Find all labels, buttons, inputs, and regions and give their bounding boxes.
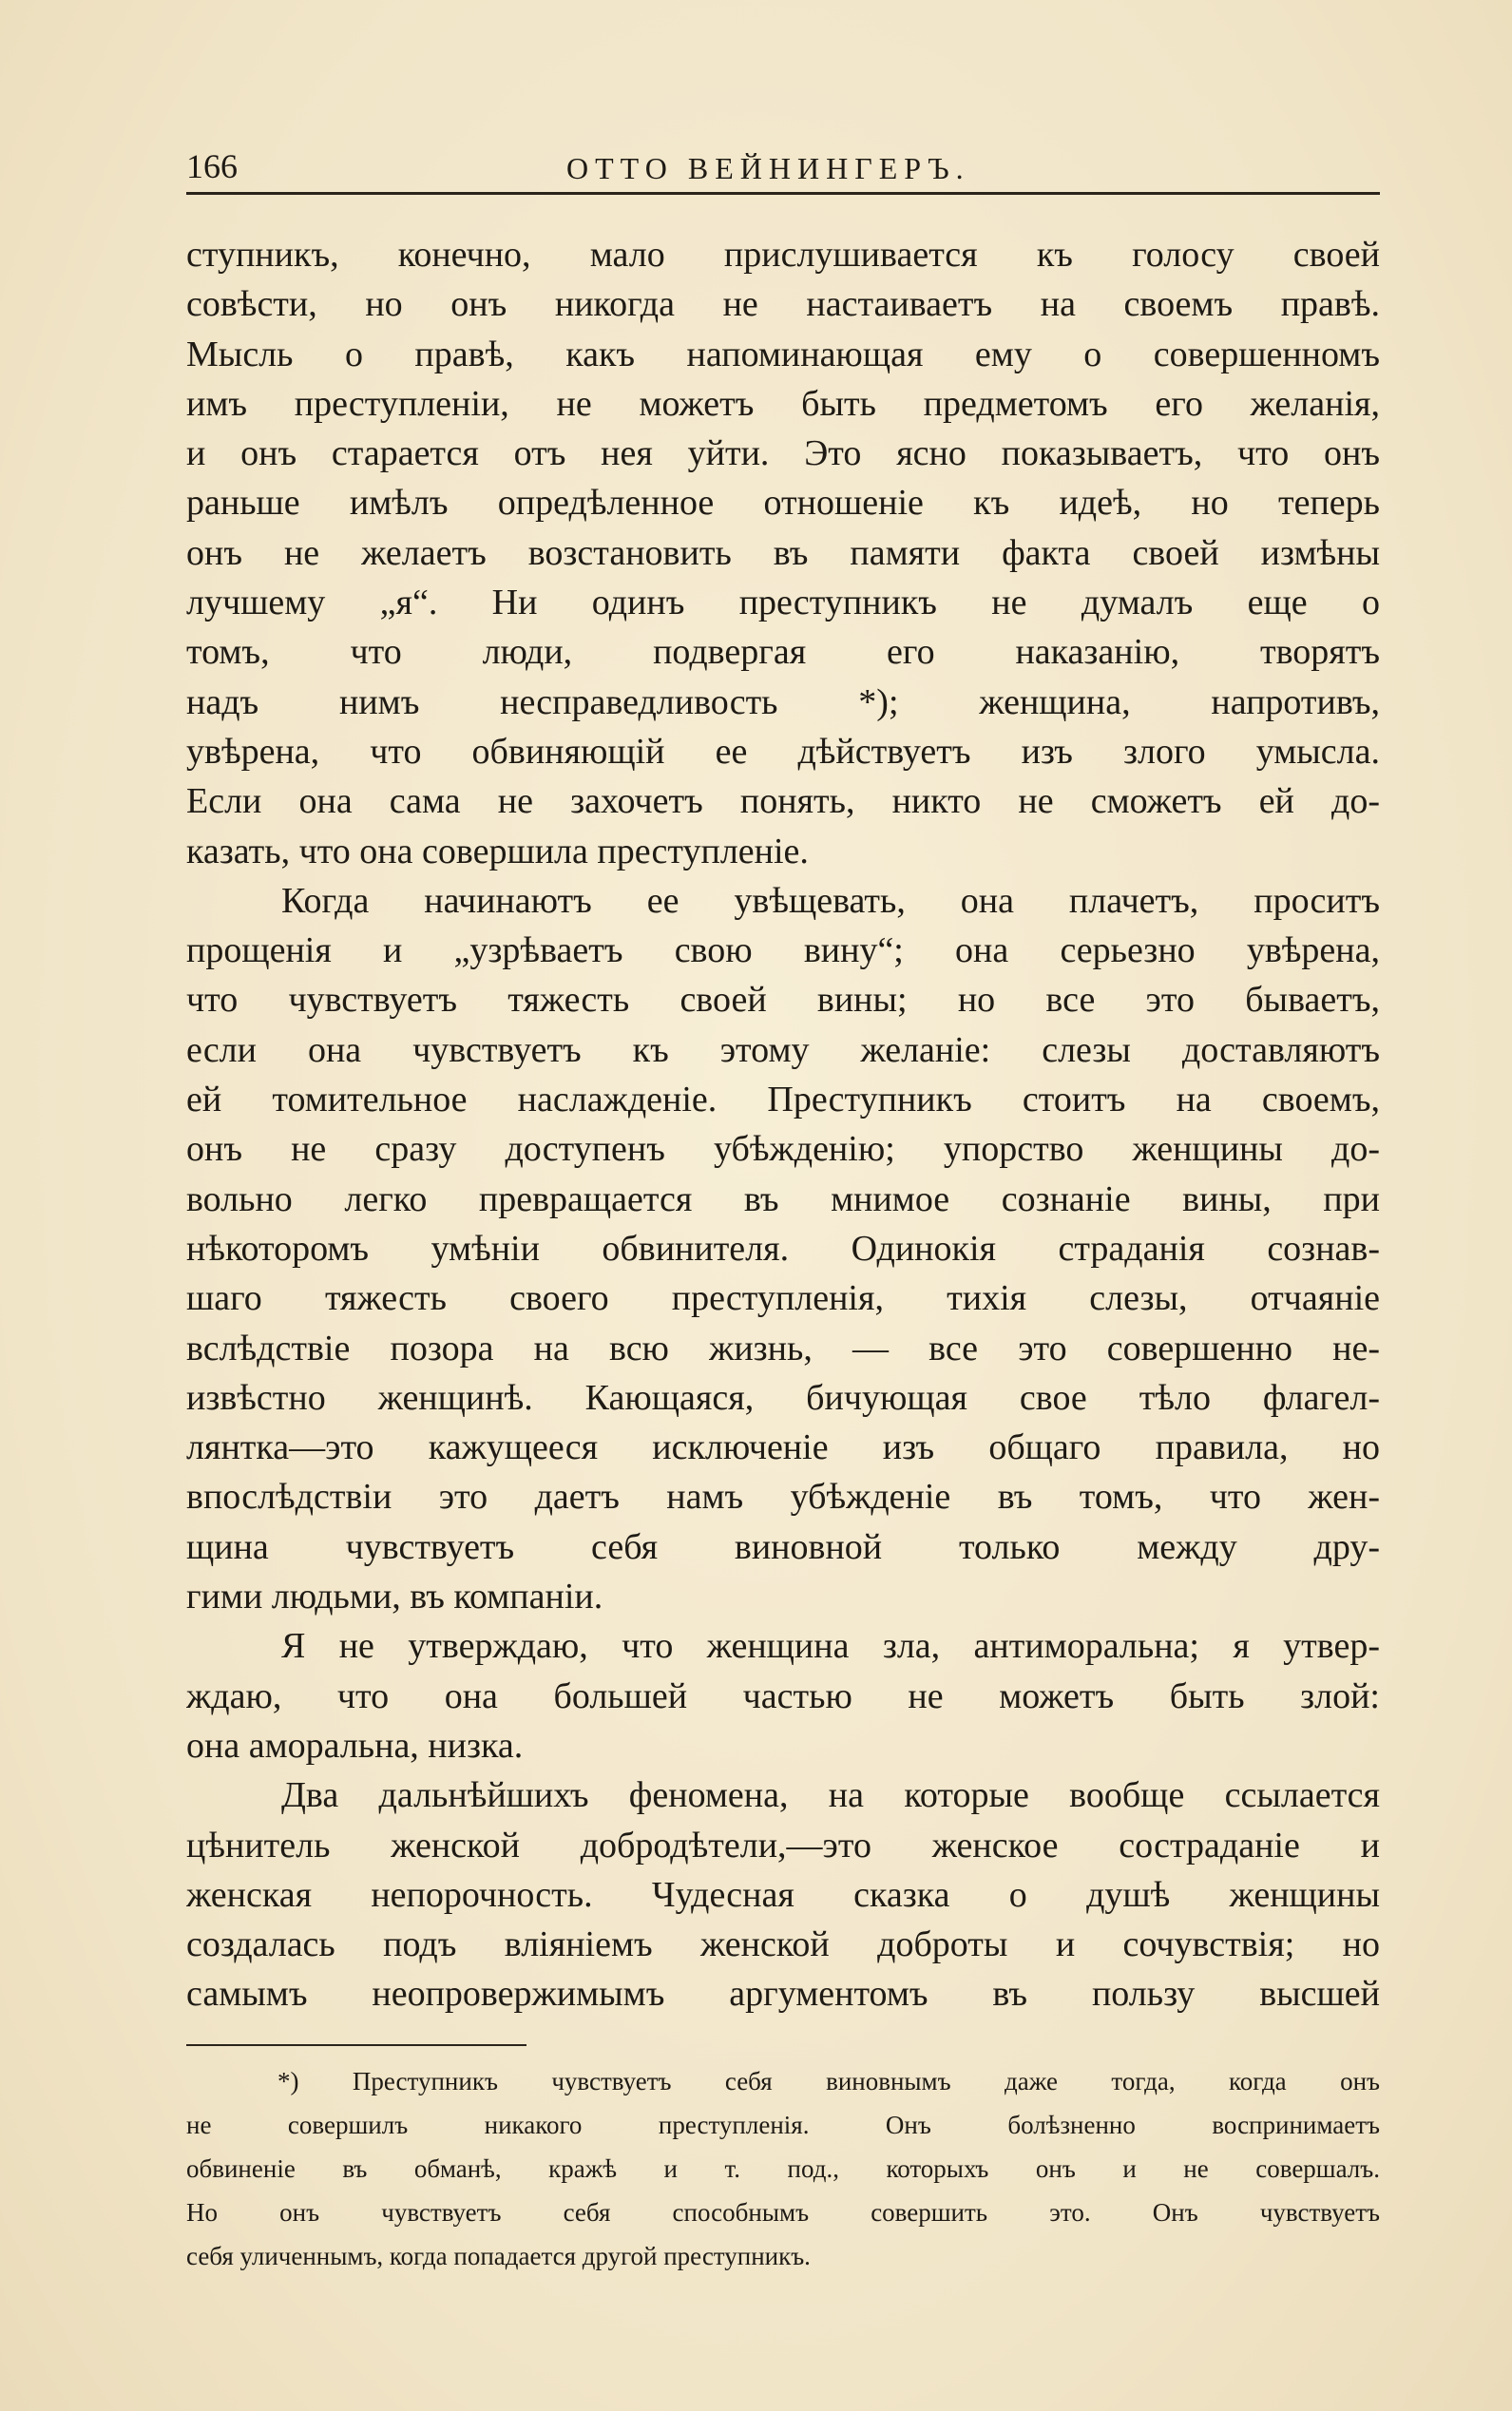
text-line: Если она сама не захочетъ понять, никто не сможетъ ей до- [186, 781, 1380, 822]
text-line: раньше имѣлъ опредѣленное отношенiе къ идеѣ, но теперь [186, 483, 1380, 524]
text-line: надъ нимъ несправедливость *); женщина, напротивъ, [186, 681, 1380, 722]
text-line: онъ не желаетъ возстановить въ памяти факта своей измѣны [186, 532, 1380, 573]
text-line: шаго тяжесть своего преступленiя, тихiя слезы, отчаянiе [186, 1278, 1380, 1319]
footnote-line: обвиненiе въ обманѣ, кражѣ и т. под., которыхъ онъ и не совершалъ. [186, 2154, 1380, 2183]
text-line: если она чувствуетъ къ этому желанiе: слезы доставляютъ [186, 1029, 1380, 1070]
footnote-line: *) Преступникъ чувствуетъ себя виновнымъ даже тогда, когда онъ [278, 2067, 1380, 2095]
text-line: ей томительное наслажденiе. Преступникъ стоитъ на своемъ, [186, 1080, 1380, 1120]
text-line: прощенiя и „узрѣваетъ свою вину“; она серьезно увѣрена, [186, 930, 1380, 971]
page-header [186, 143, 1380, 196]
text-line: щина чувствуетъ себя виновной только между дру- [186, 1526, 1380, 1567]
footnote-line: себя уличеннымъ, когда попадается другой преступникъ. [186, 2242, 811, 2270]
footnotes [186, 2059, 1380, 2278]
running-title: ОТТО ВЕЙНИНГЕРЪ. [566, 151, 970, 185]
text-line: казать, что она совершила преступленiе. [186, 831, 809, 871]
text-line: вслѣдствiе позора на всю жизнь, — все это совершенно не- [186, 1328, 1380, 1368]
text-line: Два дальнѣйшихъ феномена, на которые вообще ссылается [281, 1775, 1380, 1816]
text-line: нѣкоторомъ умѣнiи обвинителя. Одинокiя страданiя сознав- [186, 1228, 1380, 1269]
footnote-line: не совершилъ никакого преступленiя. Онъ болѣзненно воспринимаетъ [186, 2111, 1380, 2139]
text-line: ждаю, что она большей частью не можетъ быть злой: [186, 1675, 1380, 1716]
text-line: Я не утверждаю, что женщина зла, антиморальна; я утвер- [281, 1626, 1380, 1667]
footnote-line: Но онъ чувствуетъ себя способнымъ совершить это. Онъ чувствуетъ [186, 2198, 1380, 2227]
page-number: 166 [186, 147, 238, 185]
text-line: ступникъ, конечно, мало прислушивается къ голосу своей [186, 235, 1380, 275]
text-line: вольно легко превращается въ мнимое сознанiе вины, при [186, 1178, 1380, 1219]
footnote-rule [186, 2044, 526, 2046]
text-line: Мысль о правѣ, какъ напоминающая ему о совершенномъ [186, 334, 1380, 374]
text-line: совѣсти, но онъ никогда не настаиваетъ на своемъ правѣ. [186, 284, 1380, 325]
text-line: Когда начинаютъ ее увѣщевать, она плачетъ, проситъ [281, 880, 1380, 921]
text-line: лянтка—это кажущееся исключенiе изъ общаго правила, но [186, 1427, 1380, 1468]
text-line: гими людьми, въ компанiи. [186, 1577, 603, 1617]
text-line: и онъ старается отъ нея уйти. Это ясно показываетъ, что онъ [186, 433, 1380, 474]
text-line: томъ, что люди, подвергая его наказанiю, творятъ [186, 632, 1380, 673]
text-line: самымъ неопровержимымъ аргументомъ въ пользу высшей [186, 1974, 1380, 2015]
text-line: имъ преступленiи, не можетъ быть предметомъ его желанiя, [186, 383, 1380, 424]
text-line: что чувствуетъ тяжесть своей вины; но все это бываетъ, [186, 980, 1380, 1021]
text-line: она аморальна, низка. [186, 1725, 524, 1766]
text-line: цѣнитель женской добродѣтели,—это женское состраданiе и [186, 1825, 1380, 1866]
header-rule [186, 192, 1380, 195]
text-line: увѣрена, что обвиняющiй ее дѣйствуетъ изъ злого умысла. [186, 731, 1380, 772]
text-line: онъ не сразу доступенъ убѣжденiю; упорство женщины до- [186, 1129, 1380, 1170]
text-line: создалась подъ влiянiемъ женской доброты и сочувствiя; но [186, 1924, 1380, 1965]
text-line: женская непорочность. Чудесная сказка о душѣ женщины [186, 1874, 1380, 1915]
text-line: впослѣдствiи это даетъ намъ убѣжденiе въ томъ, что жен- [186, 1477, 1380, 1518]
text-line: лучшему „я“. Ни одинъ преступникъ не думалъ еще о [186, 583, 1380, 623]
text-line: извѣстно женщинѣ. Кающаяся, бичующая свое тѣло флагел- [186, 1377, 1380, 1418]
body-text [186, 230, 1380, 2019]
